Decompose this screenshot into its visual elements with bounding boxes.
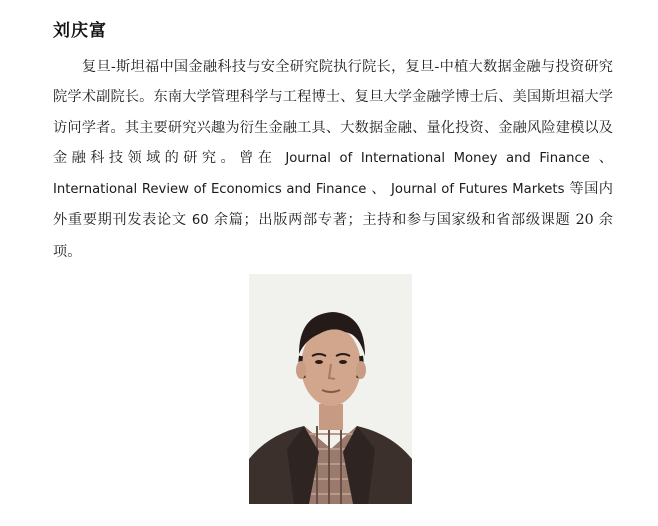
separator-2: 、: [366, 181, 392, 198]
biography-paragraph: [53, 52, 613, 267]
person-name: 刘庆富: [53, 21, 107, 41]
journal-name-1: Journal of International Money and Finance: [285, 150, 590, 166]
portrait-photo: [249, 274, 412, 504]
separator-1: 、: [589, 149, 613, 166]
bio-text-2: 等国内外重要期刊发表论文: [53, 181, 613, 229]
journal-name-3: Journal of Futures Markets: [391, 182, 565, 198]
paper-count: 60: [191, 213, 209, 229]
bio-text-1: 复旦-斯坦福中国金融科技与安全研究院执行院长，复旦-中植大数据金融与投资研究院学术副院长。东南大学管理科学与工程博士、复旦大学金融学博士后、美国斯坦福大学访问学者。其主要研究兴趣为衍生金融工具、大数据金融、量化投资、金融风险建模以及金融科技领域的研究。曾在: [53, 59, 613, 166]
portrait-photo-icon: [249, 274, 412, 504]
journal-name-2: International Review of Economics and Finance: [53, 182, 367, 198]
bio-text-3: 余篇；出版两部专著；主持和参与国家级和省部级课题 20 余项。: [53, 212, 613, 260]
